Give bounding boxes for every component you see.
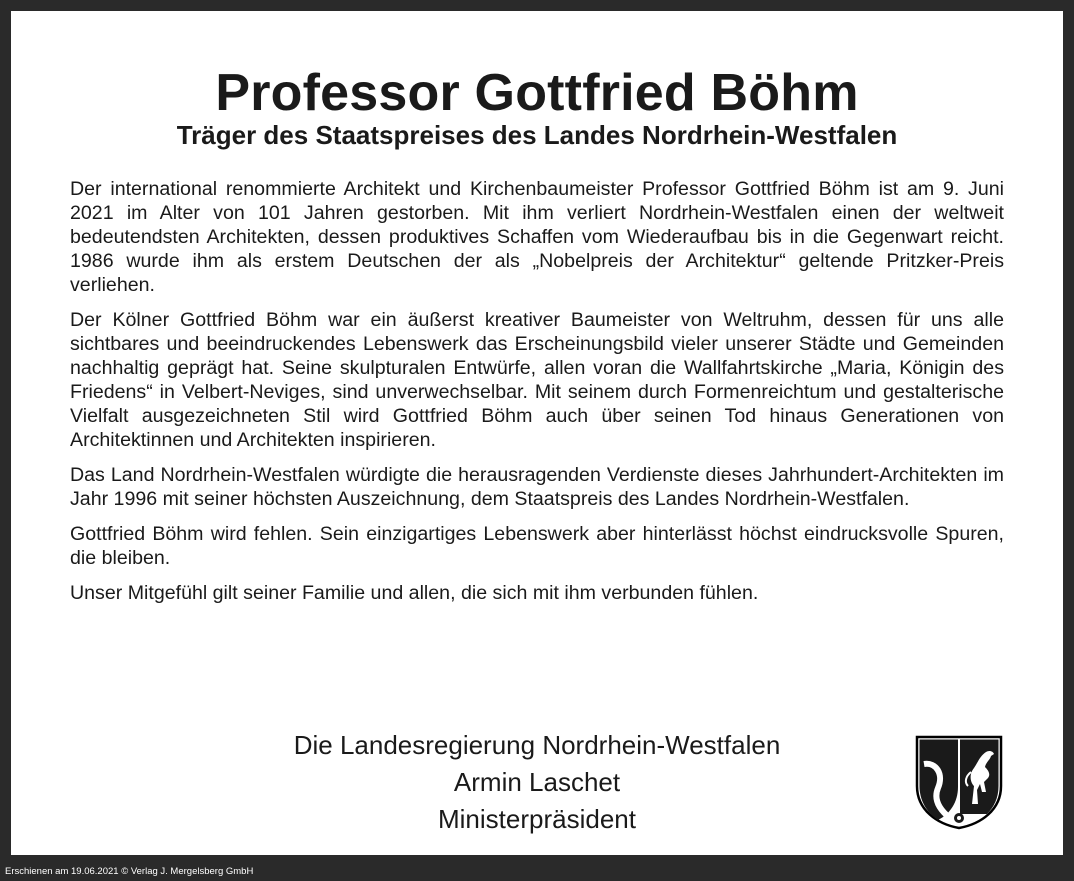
- paragraph: Unser Mitgefühl gilt seiner Familie und allen, die sich mit ihm verbunden fühlen.: [70, 582, 759, 604]
- signature-government: Die Landesregierung Nordrhein-Westfalen: [293, 730, 781, 760]
- paragraph: Gottfried Böhm wird fehlen. Sein einzigartiges Lebenswerk aber hinterlässt höchst eindrucksvolle Spuren, die bleiben.: [70, 523, 1004, 569]
- signature-block: [211, 727, 863, 838]
- nrw-coat-of-arms-icon: [914, 734, 1004, 830]
- signature-name: Armin Laschet: [453, 767, 621, 797]
- obituary-notice: [11, 11, 1063, 855]
- signature-role: Ministerpräsident: [438, 804, 636, 834]
- notice-body: [70, 177, 1004, 616]
- paragraph: Der international renommierte Architekt und Kirchenbaumeister Professor Gottfried Böhm ist am 9. Juni 2021 im Alter von 101 Jahren gestorben. Mit ihm verliert Nordrhein-Westfalen einen der weltweit bedeutendsten Architekten, dessen produktives Schaffen vom Wiederaufbau bis in die Gegenwart reicht. 1986 wurde ihm als erstem Deutschen der als „Nobelpreis der Architektur“ geltende Pritzker-Preis verliehen.: [70, 178, 1004, 296]
- paragraph: Das Land Nordrhein-Westfalen würdigte die herausragenden Verdienste dieses Jahrhundert-Architekten im Jahr 1996 mit seiner höchsten Auszeichnung, dem Staatspreis des Landes Nordrhein-Westfalen.: [70, 464, 1004, 510]
- notice-title: Professor Gottfried Böhm: [215, 64, 859, 122]
- publication-footer: Erschienen am 19.06.2021 © Verlag J. Mergelsberg GmbH: [5, 866, 254, 877]
- notice-subtitle: Träger des Staatspreises des Landes Nordrhein-Westfalen: [176, 120, 898, 150]
- paragraph: Der Kölner Gottfried Böhm war ein äußerst kreativer Baumeister von Weltruhm, dessen für uns alle sichtbares und beeindruckendes Lebenswerk das Erscheinungsbild vieler unserer Städte und Gemeinden nachhaltig geprägt hat. Seine skulpturalen Entwürfe, allen voran die Wallfahrtskirche „Maria, Königin des Friedens“ in Velbert-Neviges, sind unverwechselbar. Mit seinem durch Formenreichtum und gestalterische Vielfalt ausgezeichneten Stil wird Gottfried Böhm auch über seinen Tod hinaus Generationen von Architektinnen und Architekten inspirieren.: [70, 309, 1004, 451]
